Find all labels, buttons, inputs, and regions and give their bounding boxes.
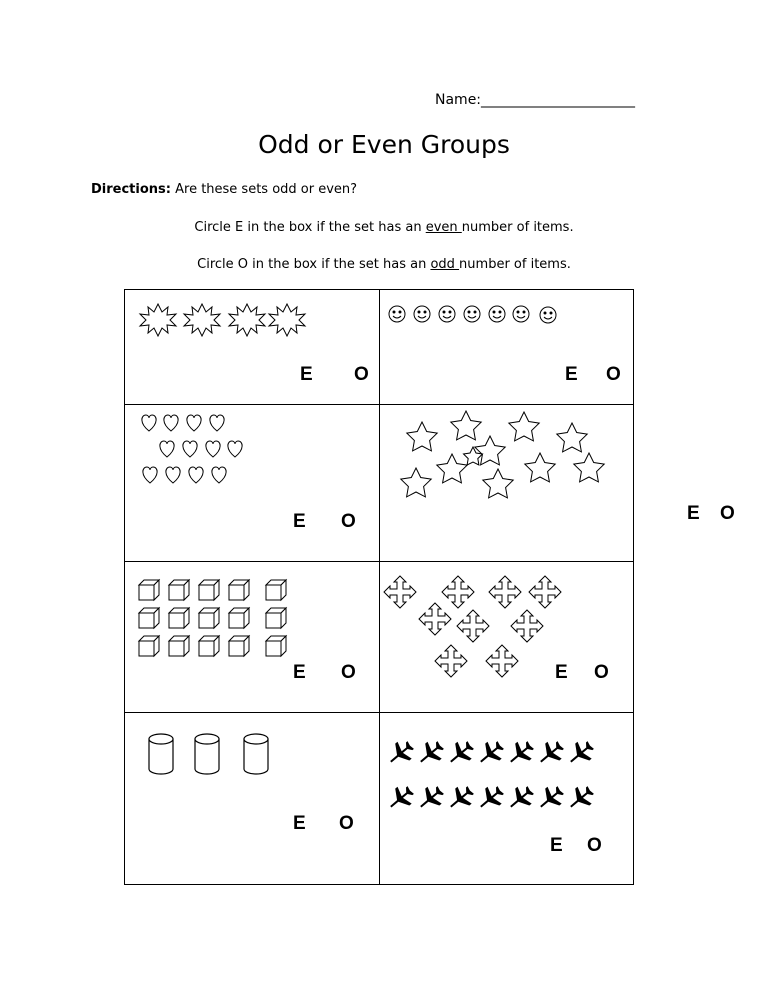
four-arrow-group — [380, 562, 633, 712]
instruction-even-pre: Circle E in the box if the set has an — [194, 220, 426, 235]
cube-icon — [229, 580, 249, 600]
heart-icon — [206, 441, 220, 457]
odd-option[interactable]: O — [587, 835, 602, 856]
four-arrow-icon — [384, 576, 416, 608]
even-option[interactable]: E — [555, 662, 568, 683]
instruction-odd-word: odd — [430, 257, 460, 272]
odd-option[interactable]: O — [341, 662, 356, 683]
odd-option[interactable]: O — [606, 364, 621, 385]
even-option[interactable]: E — [550, 835, 563, 856]
cylinder-icon — [149, 734, 173, 774]
box-smileys — [380, 290, 633, 404]
explosion-group — [125, 290, 379, 404]
four-arrow-icon — [529, 576, 561, 608]
box-airplanes — [380, 713, 633, 884]
cube-icon — [139, 608, 159, 628]
airplane-icon — [414, 782, 448, 816]
directions-question: Are these sets odd or even? — [170, 182, 358, 197]
smiley-icon — [540, 307, 556, 323]
box-stars — [380, 405, 735, 561]
instruction-even-word: even — [425, 220, 462, 235]
worksheet-grid — [124, 289, 735, 885]
airplane-icon — [384, 782, 418, 816]
cube-icon — [266, 636, 286, 656]
airplane-icon — [534, 782, 568, 816]
page-title: Odd or Even Groups — [258, 130, 510, 159]
star-icon — [437, 454, 467, 483]
odd-option[interactable]: O — [594, 662, 609, 683]
four-arrow-icon — [435, 645, 467, 677]
explosion-icon — [184, 304, 220, 336]
odd-option[interactable]: O — [354, 364, 369, 385]
cylinder-icon — [195, 734, 219, 774]
explosion-icon — [269, 304, 305, 336]
star-icon — [407, 422, 437, 451]
cube-icon — [199, 608, 219, 628]
star-group — [380, 405, 633, 561]
instruction-even-post: number of items. — [461, 220, 574, 235]
smiley-icon — [414, 306, 430, 322]
odd-option[interactable]: O — [341, 511, 356, 532]
star-icon — [451, 411, 481, 440]
cube-icon — [139, 636, 159, 656]
heart-icon — [160, 441, 174, 457]
airplane-icon — [564, 782, 598, 816]
heart-icon — [166, 467, 180, 483]
odd-option[interactable]: O — [339, 813, 354, 834]
explosion-icon — [229, 304, 265, 336]
star-icon — [509, 412, 539, 441]
star-icon — [557, 423, 587, 452]
directions-label: Directions: — [91, 182, 171, 197]
heart-group — [125, 405, 379, 561]
cube-icon — [229, 636, 249, 656]
airplane-icon — [534, 737, 568, 771]
explosion-icon — [140, 304, 176, 336]
instruction-even — [0, 220, 768, 235]
even-option[interactable]: E — [293, 813, 306, 834]
cube-icon — [139, 580, 159, 600]
box-cylinders — [125, 713, 379, 884]
four-arrow-icon — [457, 610, 489, 642]
name-field[interactable]: Name:______________________ — [435, 92, 636, 108]
airplane-icon — [474, 782, 508, 816]
heart-icon — [212, 467, 226, 483]
star-icon — [483, 469, 513, 498]
airplane-icon — [474, 737, 508, 771]
star-icon — [401, 468, 431, 497]
cylinder-icon — [244, 734, 268, 774]
four-arrow-icon — [489, 576, 521, 608]
heart-icon — [164, 415, 178, 431]
box-explosions — [125, 290, 379, 404]
smiley-icon — [513, 306, 529, 322]
star-icon — [475, 436, 505, 465]
heart-icon — [187, 415, 201, 431]
star-icon — [525, 453, 555, 482]
cube-icon — [266, 580, 286, 600]
instruction-odd-pre: Circle O in the box if the set has an — [197, 257, 431, 272]
heart-icon — [189, 467, 203, 483]
airplane-icon — [444, 782, 478, 816]
heart-icon — [142, 415, 156, 431]
airplane-icon — [384, 737, 418, 771]
heart-icon — [183, 441, 197, 457]
heart-icon — [210, 415, 224, 431]
star-icon — [574, 453, 604, 482]
four-arrow-icon — [486, 645, 518, 677]
smiley-icon — [489, 306, 505, 322]
four-arrow-icon — [419, 603, 451, 635]
airplane-group — [380, 713, 633, 884]
even-option[interactable]: E — [687, 503, 700, 524]
cube-icon — [199, 636, 219, 656]
smiley-icon — [439, 306, 455, 322]
airplane-icon — [504, 782, 538, 816]
box-hearts — [125, 405, 379, 561]
odd-option[interactable]: O — [720, 503, 735, 524]
cube-icon — [229, 608, 249, 628]
four-arrow-icon — [511, 610, 543, 642]
cylinder-group — [125, 713, 379, 884]
smiley-icon — [389, 306, 405, 322]
smiley-icon — [464, 306, 480, 322]
cube-group — [125, 562, 379, 712]
cube-icon — [169, 636, 189, 656]
even-option[interactable]: E — [300, 364, 313, 385]
cube-icon — [266, 608, 286, 628]
cube-icon — [169, 580, 189, 600]
box-cubes — [125, 562, 379, 712]
instruction-odd — [0, 257, 768, 272]
airplane-icon — [504, 737, 538, 771]
instruction-odd-post: number of items. — [459, 257, 571, 272]
airplane-icon — [564, 737, 598, 771]
airplane-icon — [414, 737, 448, 771]
airplane-icon — [444, 737, 478, 771]
directions — [91, 182, 357, 197]
heart-icon — [143, 467, 157, 483]
cube-icon — [169, 608, 189, 628]
even-option[interactable]: E — [293, 511, 306, 532]
smiley-group — [380, 290, 633, 404]
even-option[interactable]: E — [565, 364, 578, 385]
four-arrow-icon — [442, 576, 474, 608]
cube-icon — [199, 580, 219, 600]
even-option[interactable]: E — [293, 662, 306, 683]
box-arrows — [380, 562, 633, 712]
heart-icon — [228, 441, 242, 457]
